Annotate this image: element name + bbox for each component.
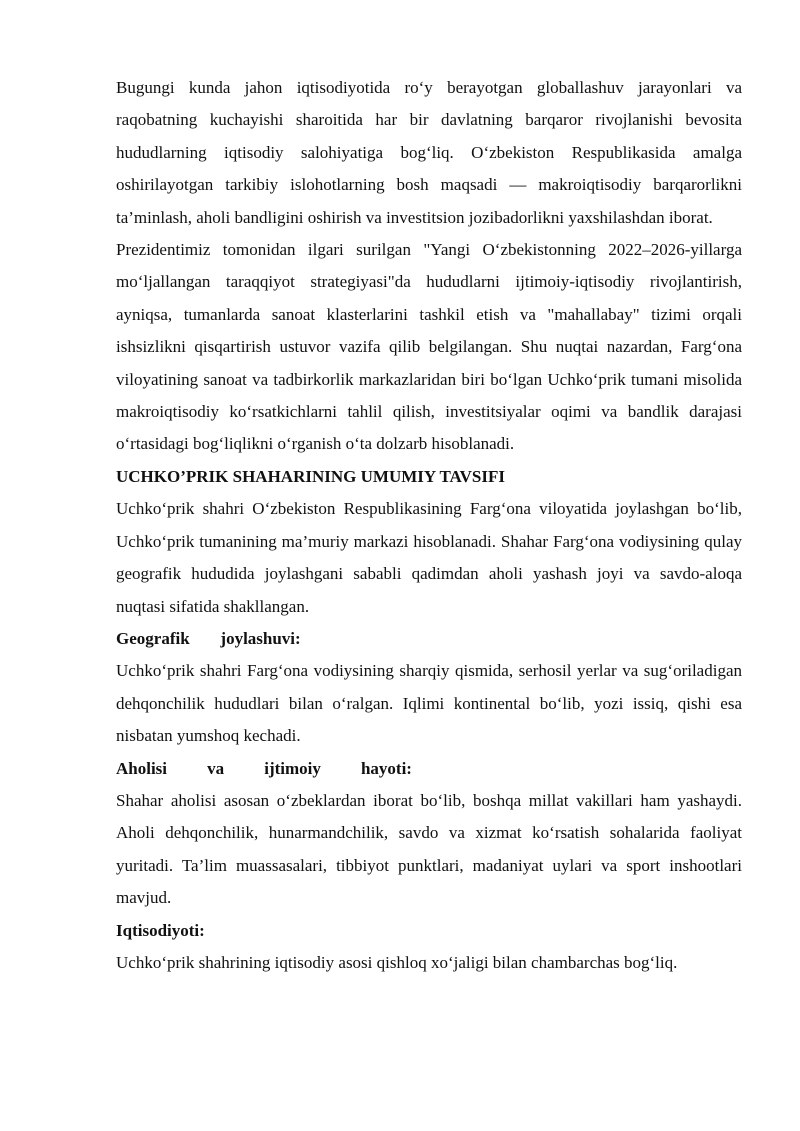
document-page bbox=[116, 72, 742, 979]
geography-heading: Geografik joylashuvi: bbox=[116, 628, 301, 648]
section-paragraph: Uchko‘prik shahri O‘zbekiston Respublikasining Farg‘ona viloyatida joylashgan bo‘lib, Uchko‘prik tumanining ma’muriy markazi hisoblanadi. Shahar Farg‘ona vodiysining qulay geografik hududida joylashgani sababli qadimdan aholi yashash joyi va savdo-aloqa nuqtasi sifatida shakllangan. bbox=[116, 499, 742, 616]
economy-paragraph: Uchko‘prik shahrining iqtisodiy asosi qishloq xo‘jaligi bilan chambarchas bog‘liq. bbox=[116, 952, 678, 972]
section-title: UCHKO’PRIK SHAHARINING UMUMIY TAVSIFI bbox=[116, 466, 505, 486]
intro-paragraph-1: Bugungi kunda jahon iqtisodiyotida ro‘y berayotgan globallashuv jarayonlari va raqobatning kuchayishi sharoitida har bir davlatning barqaror rivojlanishi bevosita hududlarning iqtisodiy salohiyatiga bog‘liq. O‘zbekiston Respublikasida amalga oshirilayotgan tarkibiy islohotlarning bosh maqsadi — makroiqtisodiy barqarorlikni ta’minlash, aholi bandligini oshirish va investitsion jozibadorlikni yaxshilashdan iborat. bbox=[116, 78, 742, 227]
intro-paragraph-2: Prezidentimiz tomonidan ilgari surilgan "Yangi O‘zbekistonning 2022–2026-yillarga mo‘ljallangan taraqqiyot strategiyasi"da hududlarni ijtimoiy-iqtisodiy rivojlantirish, ayniqsa, tumanlarda sanoat klasterlarini tashkil etish va "mahallabay" tizimi orqali ishsizlikni qisqartirish ustuvor vazifa qilib belgilangan. Shu nuqtai nazardan, Farg‘ona viloyatining sanoat va tadbirkorlik markazlaridan biri bo‘lgan Uchko‘prik tumani misolida makroiqtisodiy ko‘rsatkichlarni tahlil qilish, investitsiyalar oqimi va bandlik darajasi o‘rtasidagi bog‘liqlikni o‘rganish o‘ta dolzarb hisoblanadi. bbox=[116, 240, 742, 454]
geography-paragraph: Uchko‘prik shahri Farg‘ona vodiysining sharqiy qismida, serhosil yerlar va sug‘oriladigan dehqonchilik hududlari bilan o‘ralgan. Iqlimi kontinental bo‘lib, yozi issiq, qishi esa nisbatan yumshoq kechadi. bbox=[116, 661, 742, 746]
population-heading-word: ijtimoiy bbox=[264, 758, 321, 778]
economy-heading: Iqtisodiyoti: bbox=[116, 920, 205, 940]
population-heading bbox=[116, 753, 412, 785]
population-heading-word: hayoti: bbox=[360, 758, 412, 778]
population-heading-word: Aholisi bbox=[116, 758, 168, 778]
population-paragraph: Shahar aholisi asosan o‘zbeklardan iborat bo‘lib, boshqa millat vakillari ham yashaydi. Aholi dehqonchilik, hunarmandchilik, savdo va xizmat ko‘rsatish sohalarida faoliyat yuritadi. Ta’lim muassasalari, tibbiyot punktlari, madaniyat uylari va sport inshootlari mavjud. bbox=[116, 790, 742, 908]
population-heading-word: va bbox=[207, 758, 225, 778]
